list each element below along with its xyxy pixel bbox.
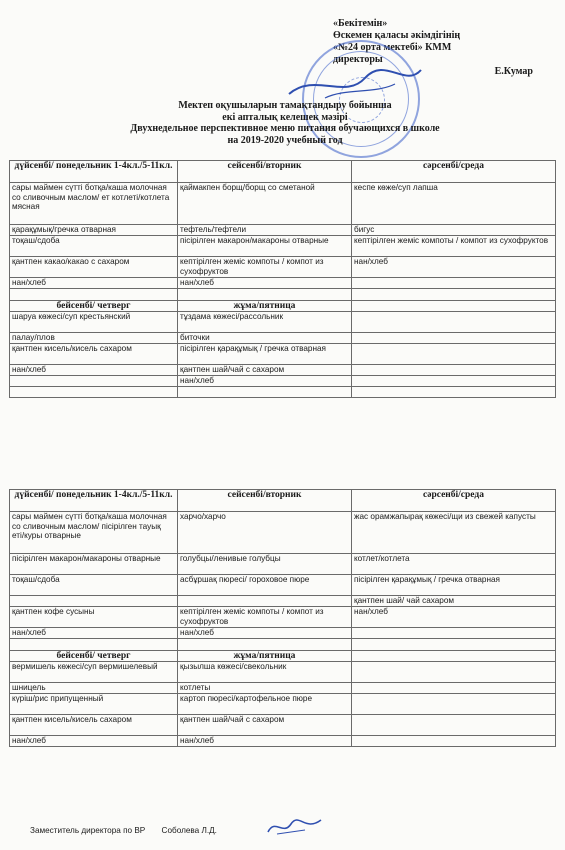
menu-table-week-1 [9,160,556,398]
menu-cell [352,365,556,376]
menu-cell: кептірілген жеміс компоты / компот из сухофруктов [352,236,556,257]
menu-cell: шаруа көжесі/суп крестьянский [10,312,178,333]
menu-cell: сары маймен сүтті ботқа/каша молочная со сливочным маслом/ пісірілген тауық еті/куры отварные [10,512,178,554]
menu-cell [352,312,556,333]
footer-signature-line [30,826,217,835]
menu-cell [352,387,556,398]
menu-cell: харчо/харчо [178,512,352,554]
director-name: Е.Кумар [494,66,533,77]
menu-cell: нан/хлеб [178,376,352,387]
menu-cell: тоқаш/сдоба [10,236,178,257]
menu-cell: кептірілген жеміс компоты / компот из сухофруктов [178,257,352,278]
document-title [60,100,510,146]
header-friday: жұма/пятница [178,301,352,312]
menu-cell: шницель [10,683,178,694]
menu-cell: тұздама көжесі/рассольник [178,312,352,333]
menu-cell [10,289,178,301]
menu-cell: котлеты [178,683,352,694]
menu-cell: қантпен кисель/кисель сахаром [10,344,178,365]
menu-cell [352,278,556,289]
menu-cell [352,639,556,651]
menu-cell [352,715,556,736]
header-tuesday: сейсенбі/вторник [178,161,352,183]
menu-cell [352,694,556,715]
menu-cell: картоп пюресі/картофельное пюре [178,694,352,715]
menu-cell: нан/хлеб [10,365,178,376]
title-line-3: Двухнедельное перспективное меню питания обучающихся в школе [130,123,440,134]
menu-cell [352,333,556,344]
header-thursday: бейсенбі/ четверг [10,301,178,312]
header-monday: дүйсенбі/ понедельник 1-4кл./5-11кл. [10,490,178,512]
approval-line-3: «№24 орта мектебі» КММ [333,42,452,53]
menu-cell: қантпен шай/ чай сахаром [352,596,556,607]
menu-cell: қарақұмық/гречка отварная [10,225,178,236]
footer-position: Заместитель директора по ВР [30,826,146,835]
menu-cell: тоқаш/сдоба [10,575,178,596]
menu-cell: нан/хлеб [10,628,178,639]
title-line-2: екі апталық келешек мәзірі [222,111,348,123]
menu-cell: тефтель/тефтели [178,225,352,236]
menu-cell: қантпен какао/какао с сахаром [10,257,178,278]
header-wednesday: сәрсенбі/среда [352,161,556,183]
header-friday: жұма/пятница [178,651,352,662]
menu-cell [352,736,556,747]
menu-cell: қантпен кисель/кисель сахаром [10,715,178,736]
footer-name: Соболева Л.Д. [161,826,217,835]
menu-table-week-2 [9,489,556,747]
header-monday: дүйсенбі/ понедельник 1-4кл./5-11кл. [10,161,178,183]
menu-cell: нан/хлеб [178,278,352,289]
menu-cell: қызылша көжесі/свекольник [178,662,352,683]
menu-cell: пісірілген макарон/макароны отварные [10,554,178,575]
menu-cell [10,387,178,398]
menu-cell: кеспе көже/суп лапша [352,183,556,225]
menu-cell: бигус [352,225,556,236]
menu-cell: жас орамжапырақ көжесі/щи из свежей капусты [352,512,556,554]
menu-cell [352,376,556,387]
menu-cell [10,376,178,387]
menu-cell: пісірілген макарон/макароны отварные [178,236,352,257]
menu-cell: қаймакпен борщ/борщ со сметаной [178,183,352,225]
approval-line-4: директоры [333,54,383,65]
menu-cell: нан/хлеб [178,736,352,747]
menu-cell: кептірілген жеміс компоты / компот из сухофруктов [178,607,352,628]
menu-cell: күріш/рис припущенный [10,694,178,715]
header-thursday: бейсенбі/ четверг [10,651,178,662]
menu-cell: нан/хлеб [352,257,556,278]
menu-cell [352,289,556,301]
title-line-1: Мектеп оқушыларын тамақтандыру бойынша [178,100,392,111]
menu-cell: нан/хлеб [178,628,352,639]
menu-cell: нан/хлеб [10,736,178,747]
menu-cell [10,596,178,607]
menu-cell: қантпен шай/чай с сахаром [178,365,352,376]
menu-cell [178,387,352,398]
menu-cell: нан/хлеб [352,607,556,628]
menu-cell: пісірілген қарақұмық / гречка отварная [178,344,352,365]
menu-cell: қантпен кофе сусыны [10,607,178,628]
menu-cell: голубцы/ленивые голубцы [178,554,352,575]
header-empty [352,301,556,312]
menu-cell [352,344,556,365]
menu-cell: асбұршақ пюресі/ гороховое пюре [178,575,352,596]
menu-cell: биточки [178,333,352,344]
menu-cell [178,289,352,301]
header-tuesday: сейсенбі/вторник [178,490,352,512]
menu-cell [352,683,556,694]
title-line-4: на 2019-2020 учебный год [227,134,343,146]
menu-cell: сары маймен сүтті ботқа/каша молочная со сливочным маслом/ ет котлеті/котлета мясная [10,183,178,225]
deputy-signature-icon [265,816,325,838]
menu-cell: қантпен шай/чай с сахаром [178,715,352,736]
director-signature-icon [285,64,425,104]
menu-cell: котлет/котлета [352,554,556,575]
menu-cell [178,596,352,607]
menu-cell: пісірілген қарақұмық / гречка отварная [352,575,556,596]
menu-cell [352,628,556,639]
approval-line-1: «Бекітемін» [333,18,388,29]
header-wednesday: сәрсенбі/среда [352,490,556,512]
menu-cell [10,639,178,651]
menu-cell: нан/хлеб [10,278,178,289]
menu-cell: палау/плов [10,333,178,344]
menu-cell: вермишель көжесі/суп вермишелевый [10,662,178,683]
header-empty [352,651,556,662]
approval-line-2: Өскемен қаласы әкімдігінің [333,30,461,41]
menu-cell [352,662,556,683]
menu-cell [178,639,352,651]
